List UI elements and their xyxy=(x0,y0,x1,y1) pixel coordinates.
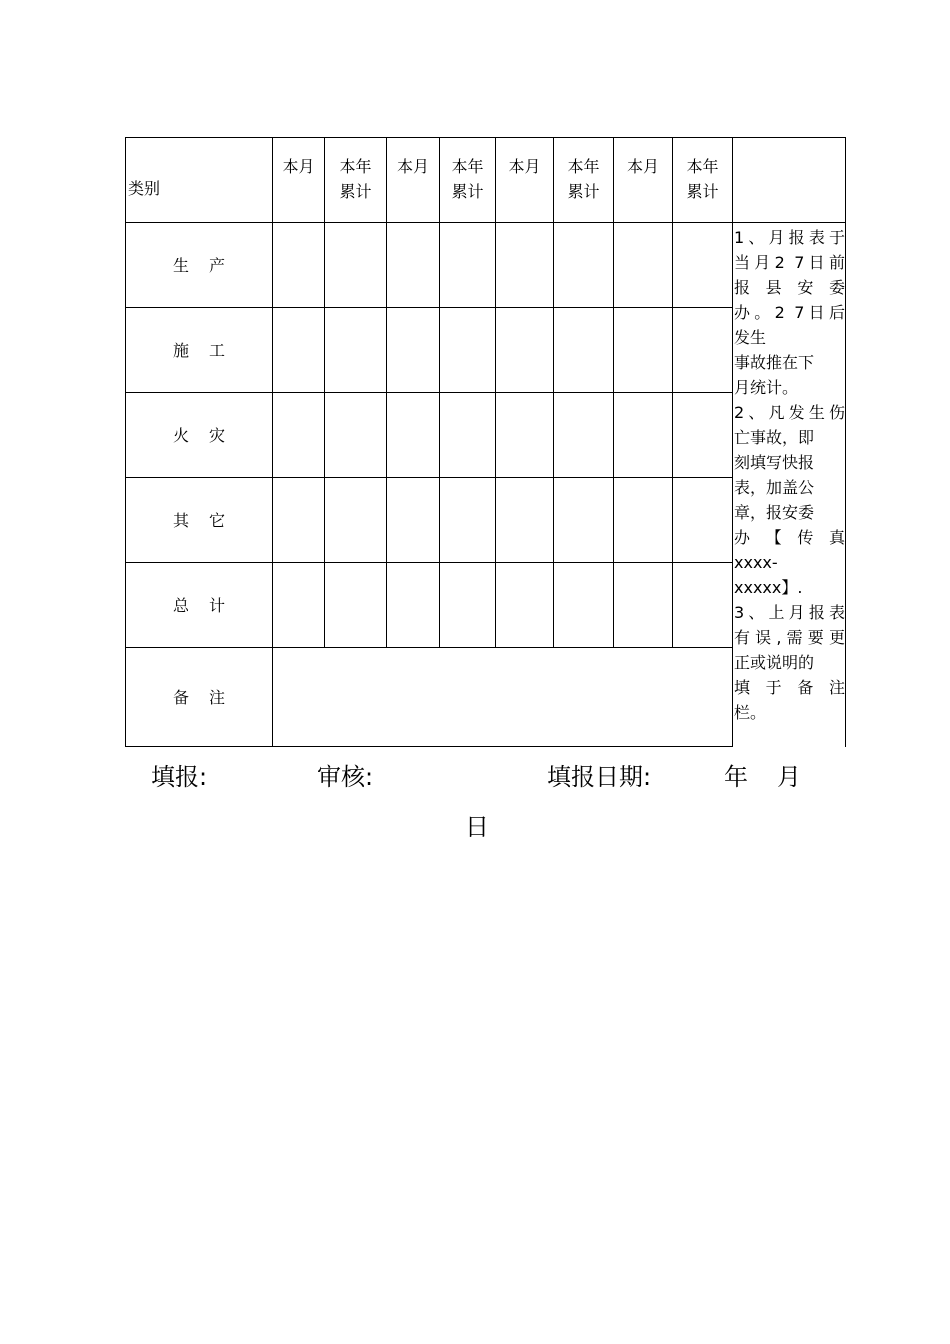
data-cell[interactable] xyxy=(496,393,554,478)
col-header-month: 本月 xyxy=(273,138,325,223)
data-cell[interactable] xyxy=(496,563,554,648)
row-label-total: 总计 xyxy=(126,563,273,648)
notes-header-cell xyxy=(733,138,846,223)
row-label-remarks: 备注 xyxy=(126,648,273,747)
day-label: 日 xyxy=(465,813,489,841)
notes-line: 栏。 xyxy=(734,703,767,722)
instructions-notes xyxy=(733,223,846,747)
col-header-ytd: 本年 累计 xyxy=(554,138,614,223)
notes-line: 发生 xyxy=(734,328,767,347)
col-header-month: 本月 xyxy=(387,138,440,223)
data-cell[interactable] xyxy=(614,478,673,563)
notes-line: 刻填写快报 xyxy=(734,453,815,472)
data-cell[interactable] xyxy=(554,223,614,308)
data-cell[interactable] xyxy=(325,393,387,478)
data-cell[interactable] xyxy=(387,563,440,648)
data-cell[interactable] xyxy=(496,223,554,308)
data-cell[interactable] xyxy=(554,478,614,563)
notes-line: 亡事故，即 xyxy=(734,428,815,447)
data-cell[interactable] xyxy=(614,308,673,393)
remarks-field[interactable] xyxy=(273,648,733,747)
data-cell[interactable] xyxy=(673,308,733,393)
notes-line: 当月2 7日前 xyxy=(734,253,845,272)
category-header: 类别 xyxy=(126,138,273,223)
data-cell[interactable] xyxy=(673,223,733,308)
reviewed-by-label: 审核: xyxy=(317,763,374,791)
data-cell[interactable] xyxy=(673,478,733,563)
col-header-ytd: 本年 累计 xyxy=(673,138,733,223)
notes-line: 1、月报表于 xyxy=(734,228,845,247)
notes-line: 办。2 7日后 xyxy=(734,303,845,322)
data-cell[interactable] xyxy=(273,223,325,308)
accident-report-table xyxy=(125,137,846,747)
notes-line: 章，报安委 xyxy=(734,503,815,522)
col-header-ytd: 本年 累计 xyxy=(325,138,387,223)
data-cell[interactable] xyxy=(614,393,673,478)
data-cell[interactable] xyxy=(325,563,387,648)
data-cell[interactable] xyxy=(440,393,496,478)
data-cell[interactable] xyxy=(325,478,387,563)
data-cell[interactable] xyxy=(440,223,496,308)
year-label: 年 xyxy=(724,763,748,791)
filled-by-label: 填报: xyxy=(151,763,208,791)
data-cell[interactable] xyxy=(673,563,733,648)
row-label-construction: 施工 xyxy=(126,308,273,393)
notes-line: 填 于 备 注 xyxy=(734,678,845,697)
data-cell[interactable] xyxy=(325,223,387,308)
data-cell[interactable] xyxy=(440,563,496,648)
notes-line: 报 县 安 委 xyxy=(734,278,845,297)
col-header-month: 本月 xyxy=(614,138,673,223)
notes-line: 月统计。 xyxy=(734,378,799,397)
data-cell[interactable] xyxy=(273,308,325,393)
data-cell[interactable] xyxy=(387,223,440,308)
data-cell[interactable] xyxy=(554,308,614,393)
data-cell[interactable] xyxy=(554,393,614,478)
month-label: 月 xyxy=(777,763,801,791)
notes-line: 事故推在下 xyxy=(734,353,815,372)
notes-line: 办 【 传 真 xyxy=(734,528,845,547)
table-row xyxy=(126,223,846,308)
data-cell[interactable] xyxy=(673,393,733,478)
date-label: 填报日期: xyxy=(547,763,652,791)
data-cell[interactable] xyxy=(273,478,325,563)
header-row xyxy=(126,138,846,223)
col-header-ytd: 本年 累计 xyxy=(440,138,496,223)
data-cell[interactable] xyxy=(325,308,387,393)
data-cell[interactable] xyxy=(496,308,554,393)
notes-line: 表，加盖公 xyxy=(734,478,815,497)
notes-line: xxxx- xyxy=(734,553,778,572)
notes-line: 2、凡发生伤 xyxy=(734,403,845,422)
notes-line: 3、上月报表 xyxy=(734,603,845,622)
data-cell[interactable] xyxy=(387,308,440,393)
data-cell[interactable] xyxy=(614,223,673,308)
col-header-month: 本月 xyxy=(496,138,554,223)
data-cell[interactable] xyxy=(440,308,496,393)
data-cell[interactable] xyxy=(387,478,440,563)
notes-line: 正或说明的 xyxy=(734,653,815,672)
row-label-production: 生产 xyxy=(126,223,273,308)
data-cell[interactable] xyxy=(496,478,554,563)
data-cell[interactable] xyxy=(387,393,440,478)
row-label-other: 其它 xyxy=(126,478,273,563)
data-cell[interactable] xyxy=(614,563,673,648)
data-cell[interactable] xyxy=(273,393,325,478)
row-label-fire: 火灾 xyxy=(126,393,273,478)
data-cell[interactable] xyxy=(273,563,325,648)
data-cell[interactable] xyxy=(440,478,496,563)
data-cell[interactable] xyxy=(554,563,614,648)
notes-line: 有误,需要更 xyxy=(734,628,845,647)
notes-line: xxxxx】. xyxy=(734,578,803,597)
